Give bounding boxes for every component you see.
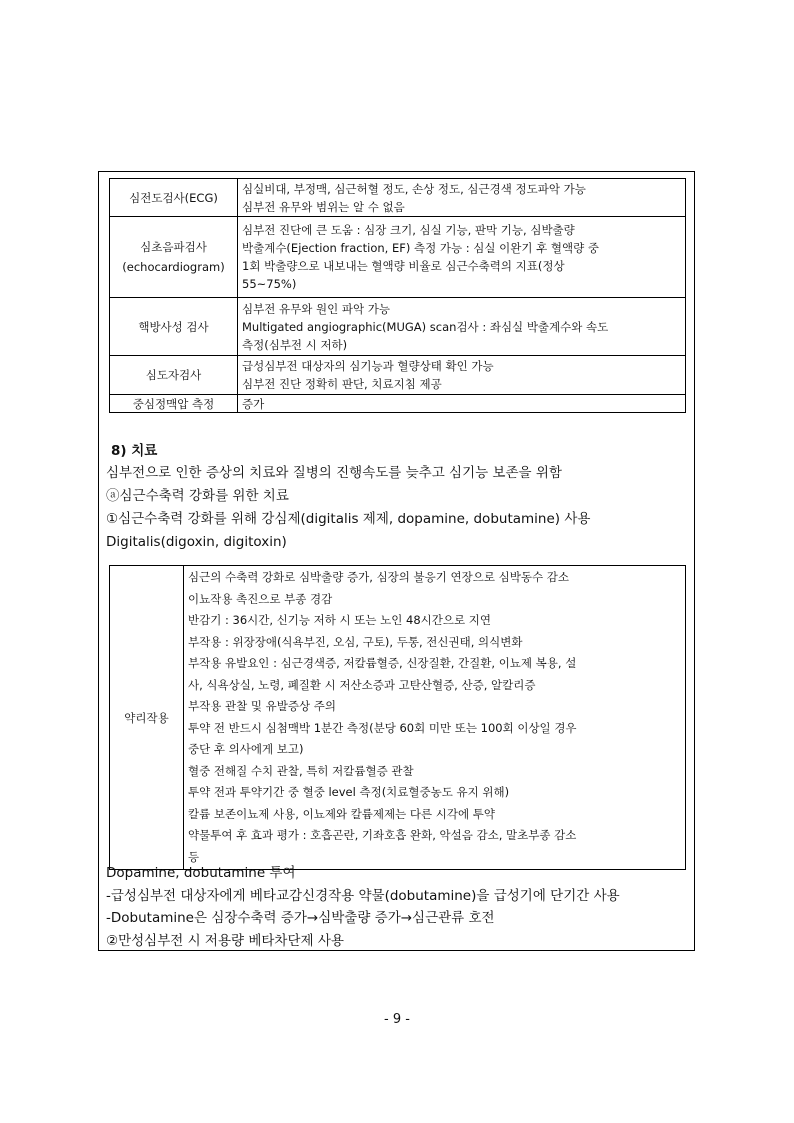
test-description: 급성심부전 대상자의 심기능과 혈량상태 확인 가능 심부전 진단 정확히 판단, 치료지침 제공 [238,356,686,395]
test-name: 핵방사성 검사 [110,298,238,356]
post-table-section [106,862,694,952]
table-row [110,179,686,217]
pharmacology-description: 심근의 수축력 강화로 심박출량 증가, 심장의 불응기 연장으로 심박동수 감소 이뇨작용 촉진으로 부종 경감 반감기 : 36시간, 신기능 저하 시 또는 노인 48시간으로 지연 부작용 : 위장장애(식욕부진, 오심, 구토), 두통, 전신권태, 의식변화 부작용 유발요인 : 심근경색증, 저칼륨혈증, 신장질환, 간질환, 이뇨제 복용, 설 사, 식욕상실, 노령, 폐질환 시 저산소증과 고탄산혈증, 산증, 알칼리증 부작용 관찰 및 유발증상 주의 투약 전 반드시 심첨맥박 1분간 측정(분당 60회 미만 또는 100회 이상일 경우 중단 후 의사에게 보고) 혈중 전해질 수치 관찰, 특히 저칼륨혈증 관찰 투약 전과 투약기간 중 혈중 level 측정(치료혈중농도 유지 위해) 칼륨 보존이뇨제 사용, 이뇨제와 칼륨제제는 다른 시각에 투약 약물투여 후 효과 평가 : 호흡곤란, 기좌호흡 완화, 악설음 감소, 말초부종 감소 등 [184,566,686,870]
section-heading: 8) 치료 [111,443,158,459]
paragraph-line: -급성심부전 대상자에게 베타교감신경작용 약물(dobutamine)을 급성기에 단기간 사용 [106,887,620,904]
test-name-line: 심초음파검사 (echocardiogram) [122,240,225,274]
page-number: - 9 - [384,1012,410,1027]
test-name: 심전도검사(ECG) [110,179,238,217]
paragraph-line: Dopamine, dobutamine 투여 [106,865,296,881]
paragraph-line: 심부전으로 인한 증상의 치료와 질병의 진행속도를 늦추고 심기능 보존을 위함 [106,465,562,481]
paragraph-line: Digitalis(digoxin, digitoxin) [106,534,287,550]
test-name [110,217,238,298]
test-name: 중심정맥압 측정 [110,395,238,413]
test-description: 증가 [238,395,686,413]
table-row [110,217,686,298]
treatment-section [106,440,694,554]
test-description: 심부전 진단에 큰 도움 : 심장 크기, 심실 기능, 판막 기능, 심박출량 박출계수(Ejection fraction, EF) 측정 가능 : 심실 이완기 후 혈액량 중 1회 박출량으로 내보내는 혈액량 비율로 심근수축력의 지표(정상 55~75%) [238,217,686,298]
test-description: 심부전 유무와 원인 파악 가능 Multigated angiographic(MUGA) scan검사 : 좌심실 박출계수와 속도 측정(심부전 시 저하) [238,298,686,356]
diagnostic-tests-table [109,178,686,413]
paragraph-line: ②만성심부전 시 저용량 베타차단제 사용 [106,932,344,949]
paragraph-line: ①심근수축력 강화를 위해 강심제(digitalis 제제, dopamine, dobutamine) 사용 [106,511,591,527]
pharmacology-label: 약리작용 [110,566,184,870]
paragraph-line: ⓐ심근수축력 강화를 위한 치료 [106,488,289,504]
table-row [110,566,686,870]
test-description: 심실비대, 부정맥, 심근허혈 정도, 손상 정도, 심근경색 정도파악 가능 심부전 유무와 범위는 알 수 없음 [238,179,686,217]
test-name: 심도자검사 [110,356,238,395]
digitalis-pharmacology-table [109,565,686,870]
paragraph-line: -Dobutamine은 심장수축력 증가→심박출량 증가→심근관류 호전 [106,910,495,926]
table-row [110,395,686,413]
table-row [110,356,686,395]
content-frame [98,171,695,951]
table-row [110,298,686,356]
